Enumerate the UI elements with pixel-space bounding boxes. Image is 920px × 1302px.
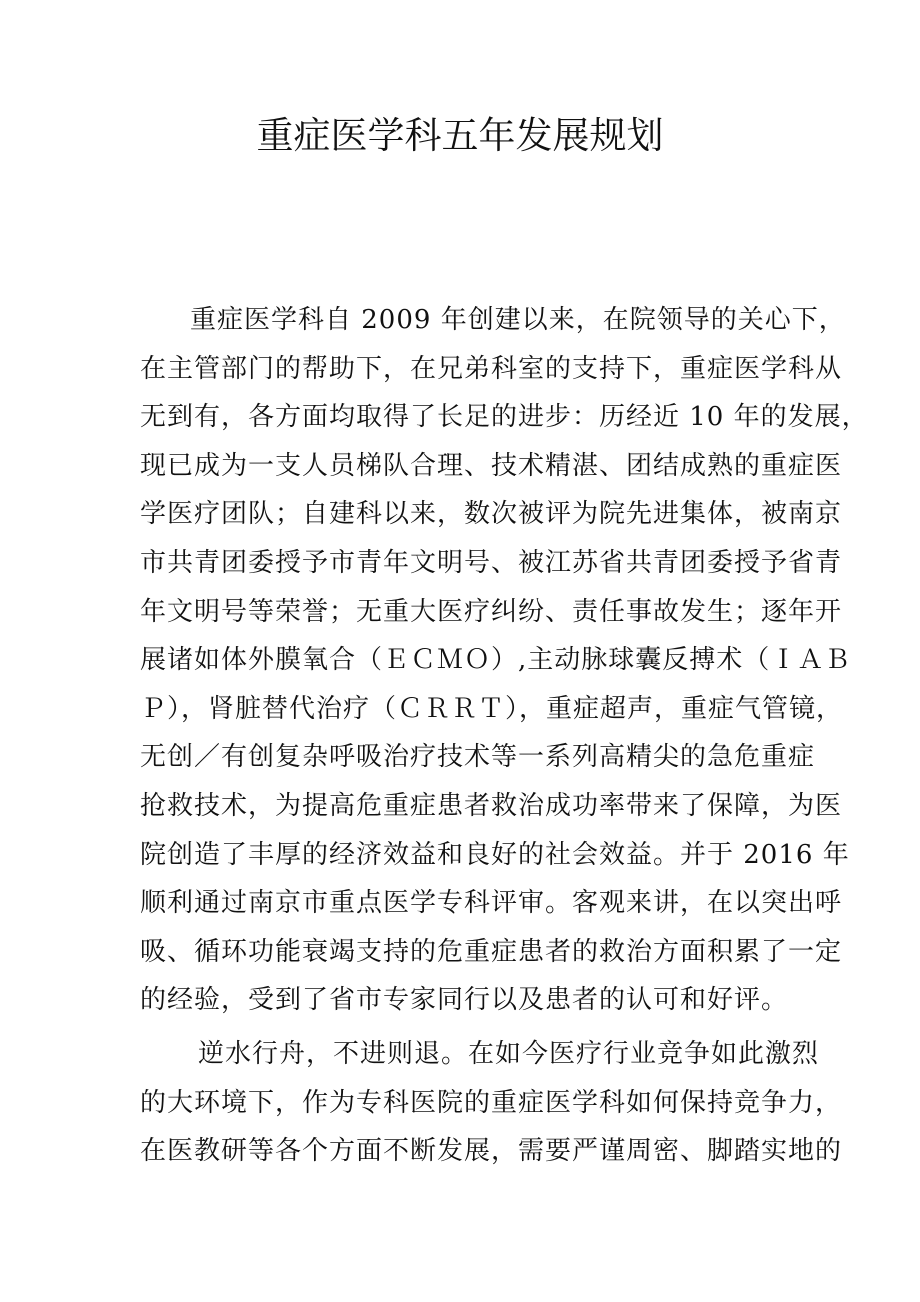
paragraph-line: 吸、循环功能衰竭支持的危重症患者的救治方面积累了一定 <box>140 936 843 967</box>
paragraph-line: 的大环境下，作为专科医院的重症医学科如何保持竞争力， <box>140 1087 843 1118</box>
paragraph-line: 在主管部门的帮助下，在兄弟科室的支持下，重症医学科从 <box>140 353 843 384</box>
paragraph-line: 现已成为一支人员梯队合理、技术精湛、团结成熟的重症医 <box>140 450 843 481</box>
paragraph-line: 抢救技术，为提高危重症患者救治成功率带来了保障，为医 <box>140 790 843 821</box>
paragraph-line: 展诸如体外膜氧合（ＥＣＭＯ）,主动脉球囊反搏术（ＩＡＢ <box>140 645 852 676</box>
paragraph-line: 学医疗团队；自建科以来，数次被评为院先进集体，被南京 <box>140 499 843 530</box>
paragraph-line: 市共青团委授予市青年文明号、被江苏省共青团委授予省青 <box>140 547 843 578</box>
paragraph-line: 院创造了丰厚的经济效益和良好的社会效益。并于 2016 年 <box>140 839 850 870</box>
paragraph-line: 重症医学科自 2009 年创建以来，在院领导的关心下， <box>190 305 846 335</box>
paragraph-line: 在医教研等各个方面不断发展，需要严谨周密、脚踏实地的 <box>140 1136 843 1167</box>
paragraph-line: 无创／有创复杂呼吸治疗技术等一系列高精尖的急危重症 <box>140 742 816 773</box>
paragraph-line: 顺利通过南京市重点医学专科评审。客观来讲，在以突出呼 <box>140 888 843 919</box>
paragraph-line: 无到有，各方面均取得了长足的进步：历经近 10 年的发展， <box>140 402 869 433</box>
document-title: 重症医学科五年发展规划 <box>256 114 664 157</box>
paragraph-line: Ｐ），肾脏替代治疗（ＣＲＲＴ），重症超声，重症气管镜， <box>140 693 844 724</box>
paragraph-1 <box>140 296 869 1025</box>
paragraph-line: 逆水行舟，不进则退。在如今医疗行业竞争如此激烈 <box>198 1039 820 1069</box>
paragraph-2 <box>140 1030 843 1176</box>
paragraph-line: 的经验，受到了省市专家同行以及患者的认可和好评。 <box>140 985 789 1016</box>
paragraph-line: 年文明号等荣誉；无重大医疗纠纷、责任事故发生；逐年开 <box>140 596 843 627</box>
